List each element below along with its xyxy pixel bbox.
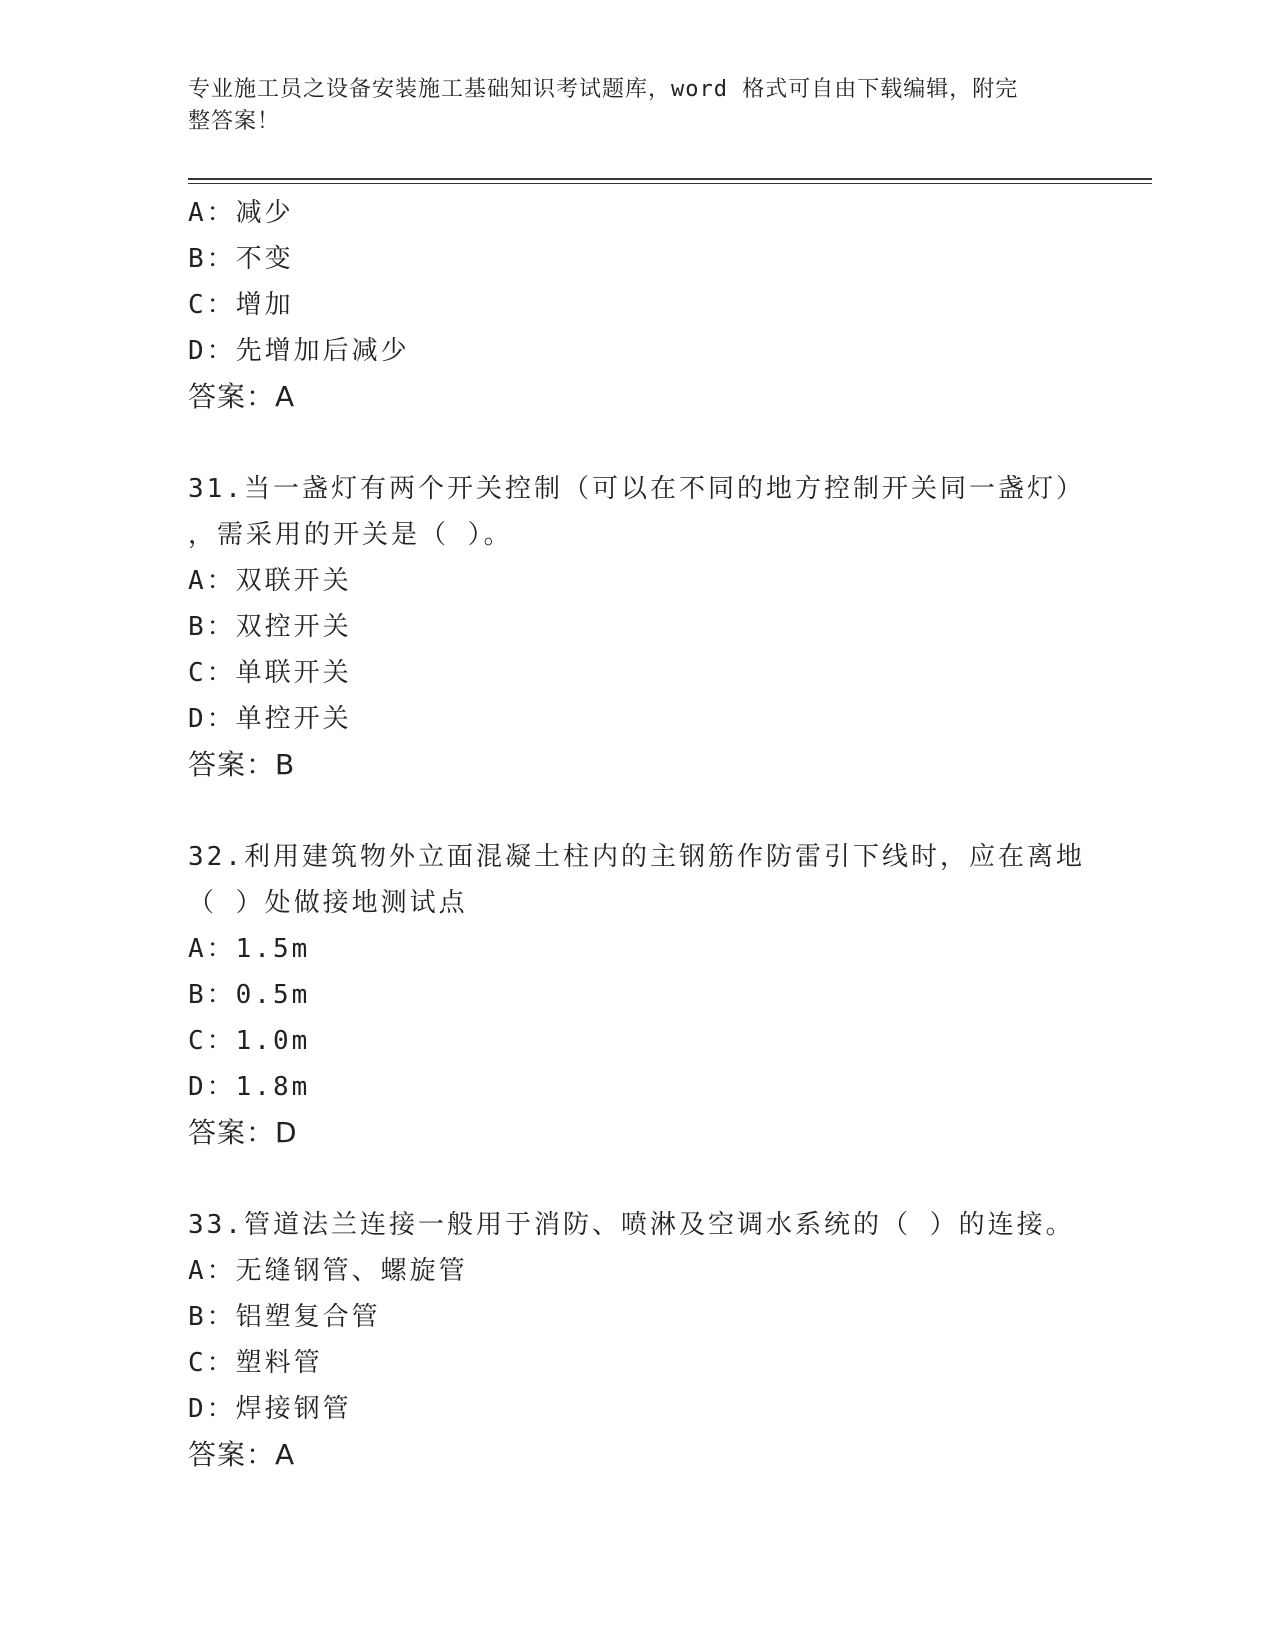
answer-line: 答案：A [188,1438,296,1471]
question-stem: 31.当一盏灯有两个开关控制（可以在不同的地方控制开关同一盏灯） [188,474,1085,504]
option-a: A：减少 [188,198,294,228]
answer-line: 答案：D [188,1116,298,1149]
option-a: A：1.5m [188,934,311,964]
option-d: D：先增加后减少 [188,336,410,366]
option-c: C：单联开关 [188,658,352,688]
spacer [188,1156,1088,1202]
option-b: B：不变 [188,244,294,274]
question-33 [188,1202,1088,1478]
question-stem: 33.管道法兰连接一般用于消防、喷淋及空调水系统的（ ）的连接。 [188,1210,1075,1240]
option-d: D：1.8m [188,1072,311,1102]
header-divider-thick [188,178,1152,180]
option-b: B：0.5m [188,980,311,1010]
question-stem-cont: （ ）处做接地测试点 [188,888,468,918]
answer-line: 答案：A [188,380,296,413]
spacer [188,788,1088,834]
question-list [188,190,1088,1478]
question-30 [188,190,1088,420]
document-header [188,74,1068,138]
option-b: B：铝塑复合管 [188,1302,381,1332]
question-32 [188,834,1088,1156]
question-31 [188,466,1088,788]
header-line-2: 整答案！ [188,109,281,134]
spacer [188,420,1088,466]
option-d: D：焊接钢管 [188,1394,352,1424]
option-d: D：单控开关 [188,704,352,734]
header-line-1: 专业施工员之设备安装施工基础知识考试题库，word 格式可自由下载编辑，附完 [188,77,1019,102]
header-divider-thin [188,183,1152,184]
option-a: A：双联开关 [188,566,352,596]
option-c: C：增加 [188,290,294,320]
question-stem: 32.利用建筑物外立面混凝土柱内的主钢筋作防雷引下线时，应在离地 [188,842,1085,872]
question-stem-cont: ，需采用的开关是（ ）。 [188,520,513,550]
option-a: A：无缝钢管、螺旋管 [188,1256,468,1286]
answer-line: 答案：B [188,748,296,781]
option-c: C：塑料管 [188,1348,323,1378]
option-c: C：1.0m [188,1026,311,1056]
option-b: B：双控开关 [188,612,352,642]
